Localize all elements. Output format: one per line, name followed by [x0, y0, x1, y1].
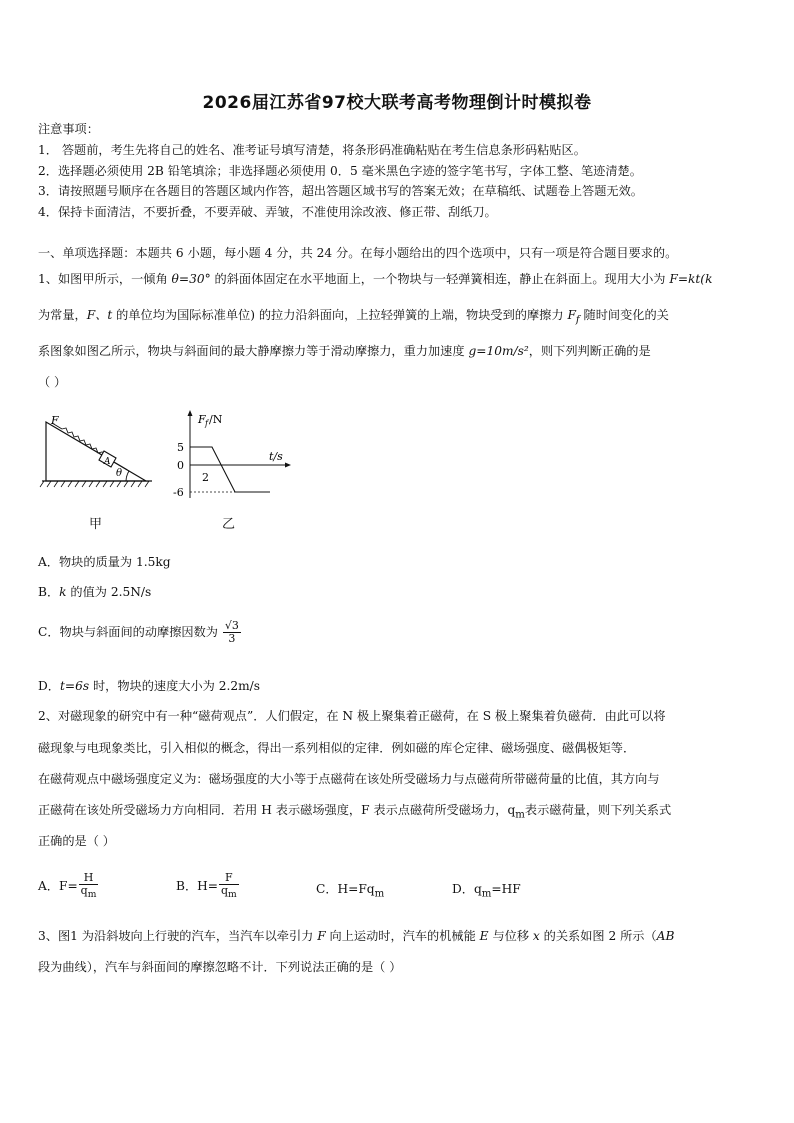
- graph-y-sub: f: [205, 419, 208, 428]
- q2-option-b: B．H= $\frac{F}{q_m}$: [176, 871, 237, 901]
- q2-line-1: 2、对磁现象的研究中有一种“磁荷观点”．人们假定，在 N 极上聚集着正磁荷，在 S 极上聚集着负磁荷．由此可以将: [38, 709, 666, 723]
- fraction-sqrt3-over-3: $\frac{√3}{3}$: [224, 619, 239, 645]
- q2-line-4: 正磁荷在该处所受磁场力方向相同．若用 H 表示磁场强度，F 表示点磁荷所受磁场力，$q_m$表示磁荷量，则下列关系式: [38, 803, 672, 821]
- label-A: A: [104, 457, 111, 467]
- notice-heading: 注意事项：: [38, 122, 99, 136]
- figure-label-jia: 甲: [89, 517, 103, 532]
- section-heading: 一、单项选择题：本题共 6 小题，每小题 4 分，共 24 分。在每小题给出的四个选项中，只有一项是符合题目要求的。: [38, 246, 678, 260]
- tick-0: 0: [177, 459, 184, 472]
- q1-option-d: D．t=6s 时，物块的速度大小为 2.2m/s: [38, 679, 261, 693]
- q2-option-c: C．$H=Fq_m$: [316, 882, 385, 900]
- q1-option-a: A．物块的质量为 1.5kg: [38, 555, 171, 569]
- notice-item-2: 2．选择题必须使用 2B 铅笔填涂；非选择题必须使用 0．5 毫米黑色字迹的签字笔书写，字体工整、笔迹清楚。: [38, 164, 642, 178]
- q1-option-c: C．物块与斜面间的动摩擦因数为 $\frac{√3}{3}$: [38, 619, 239, 645]
- q1-line-1: 1、如图甲所示，一倾角 θ=30° 的斜面体固定在水平地面上，一个物块与一轻弹簧相连，静止在斜面上。现用大小为 F=kt(k: [38, 272, 713, 286]
- tick-5: 5: [177, 441, 184, 454]
- notice-item-4: 4．保持卡面清洁，不要折叠，不要弄破、弄皱，不准使用涂改液、修正带、刮纸刀。: [38, 205, 497, 219]
- q2-line-3: 在磁荷观点中磁场强度定义为：磁场强度的大小等于点磁荷在该处所受磁场力与点磁荷所带磁荷量的比值，其方向与: [38, 772, 660, 786]
- page-title: 2026届江苏省97校大联考高考物理倒计时模拟卷: [202, 93, 592, 113]
- q1-line-2: 为常量，F、t 的单位均为国际标准单位) 的拉力沿斜面向，上拉轻弹簧的上端，物块受到的摩擦力 $F_f$ 随时间变化的关: [38, 308, 669, 326]
- label-F: F: [51, 414, 59, 427]
- label-theta: θ: [116, 468, 123, 479]
- q2-option-d: D．$q_m=HF$: [452, 882, 521, 900]
- q1-blank: （ ）: [38, 375, 67, 389]
- q1-line-3: 系图象如图乙所示，物块与斜面间的最大静摩擦力等于滑动摩擦力，重力加速度 g=10m/s²，则下列判断正确的是: [38, 344, 651, 358]
- q2-line-2: 磁现象与电现象类比，引入相似的概念，得出一系列相似的定律．例如磁的库仑定律、磁场强度、磁偶极矩等．: [38, 741, 636, 755]
- q2-line-5: 正确的是（ ）: [38, 834, 115, 848]
- q2-option-a: A．F= $\frac{H}{q_m}$: [38, 871, 97, 901]
- notice-item-3: 3．请按照题号顺序在各题目的答题区域内作答，超出答题区域书写的答案无效；在草稿纸、试题卷上答题无效。: [38, 184, 643, 198]
- graph-y-label: F: [198, 413, 206, 426]
- graph-x-label: t/s: [269, 450, 283, 463]
- q1-option-b: B．k 的值为 2.5N/s: [38, 585, 152, 599]
- figure-friction-graph: [165, 408, 295, 504]
- q3-line-1: 3、图1 为沿斜坡向上行驶的汽车，当汽车以牵引力 F 向上运动时，汽车的机械能 E 与位移 x 的关系如图 2 所示（AB: [38, 929, 675, 943]
- notice-item-1: 1． 答题前，考生先将自己的姓名、准考证号填写清楚，将条形码准确粘贴在考生信息条形码粘贴区。: [38, 143, 586, 157]
- q3-line-2: 段为曲线），汽车与斜面间的摩擦忽略不计．下列说法正确的是（ ）: [38, 960, 402, 974]
- tick-minus-6: -6: [173, 486, 184, 499]
- graph-y-unit: /N: [209, 413, 223, 426]
- tick-2: 2: [202, 471, 209, 484]
- figure-label-yi: 乙: [222, 517, 236, 532]
- figure-incline: [38, 408, 158, 488]
